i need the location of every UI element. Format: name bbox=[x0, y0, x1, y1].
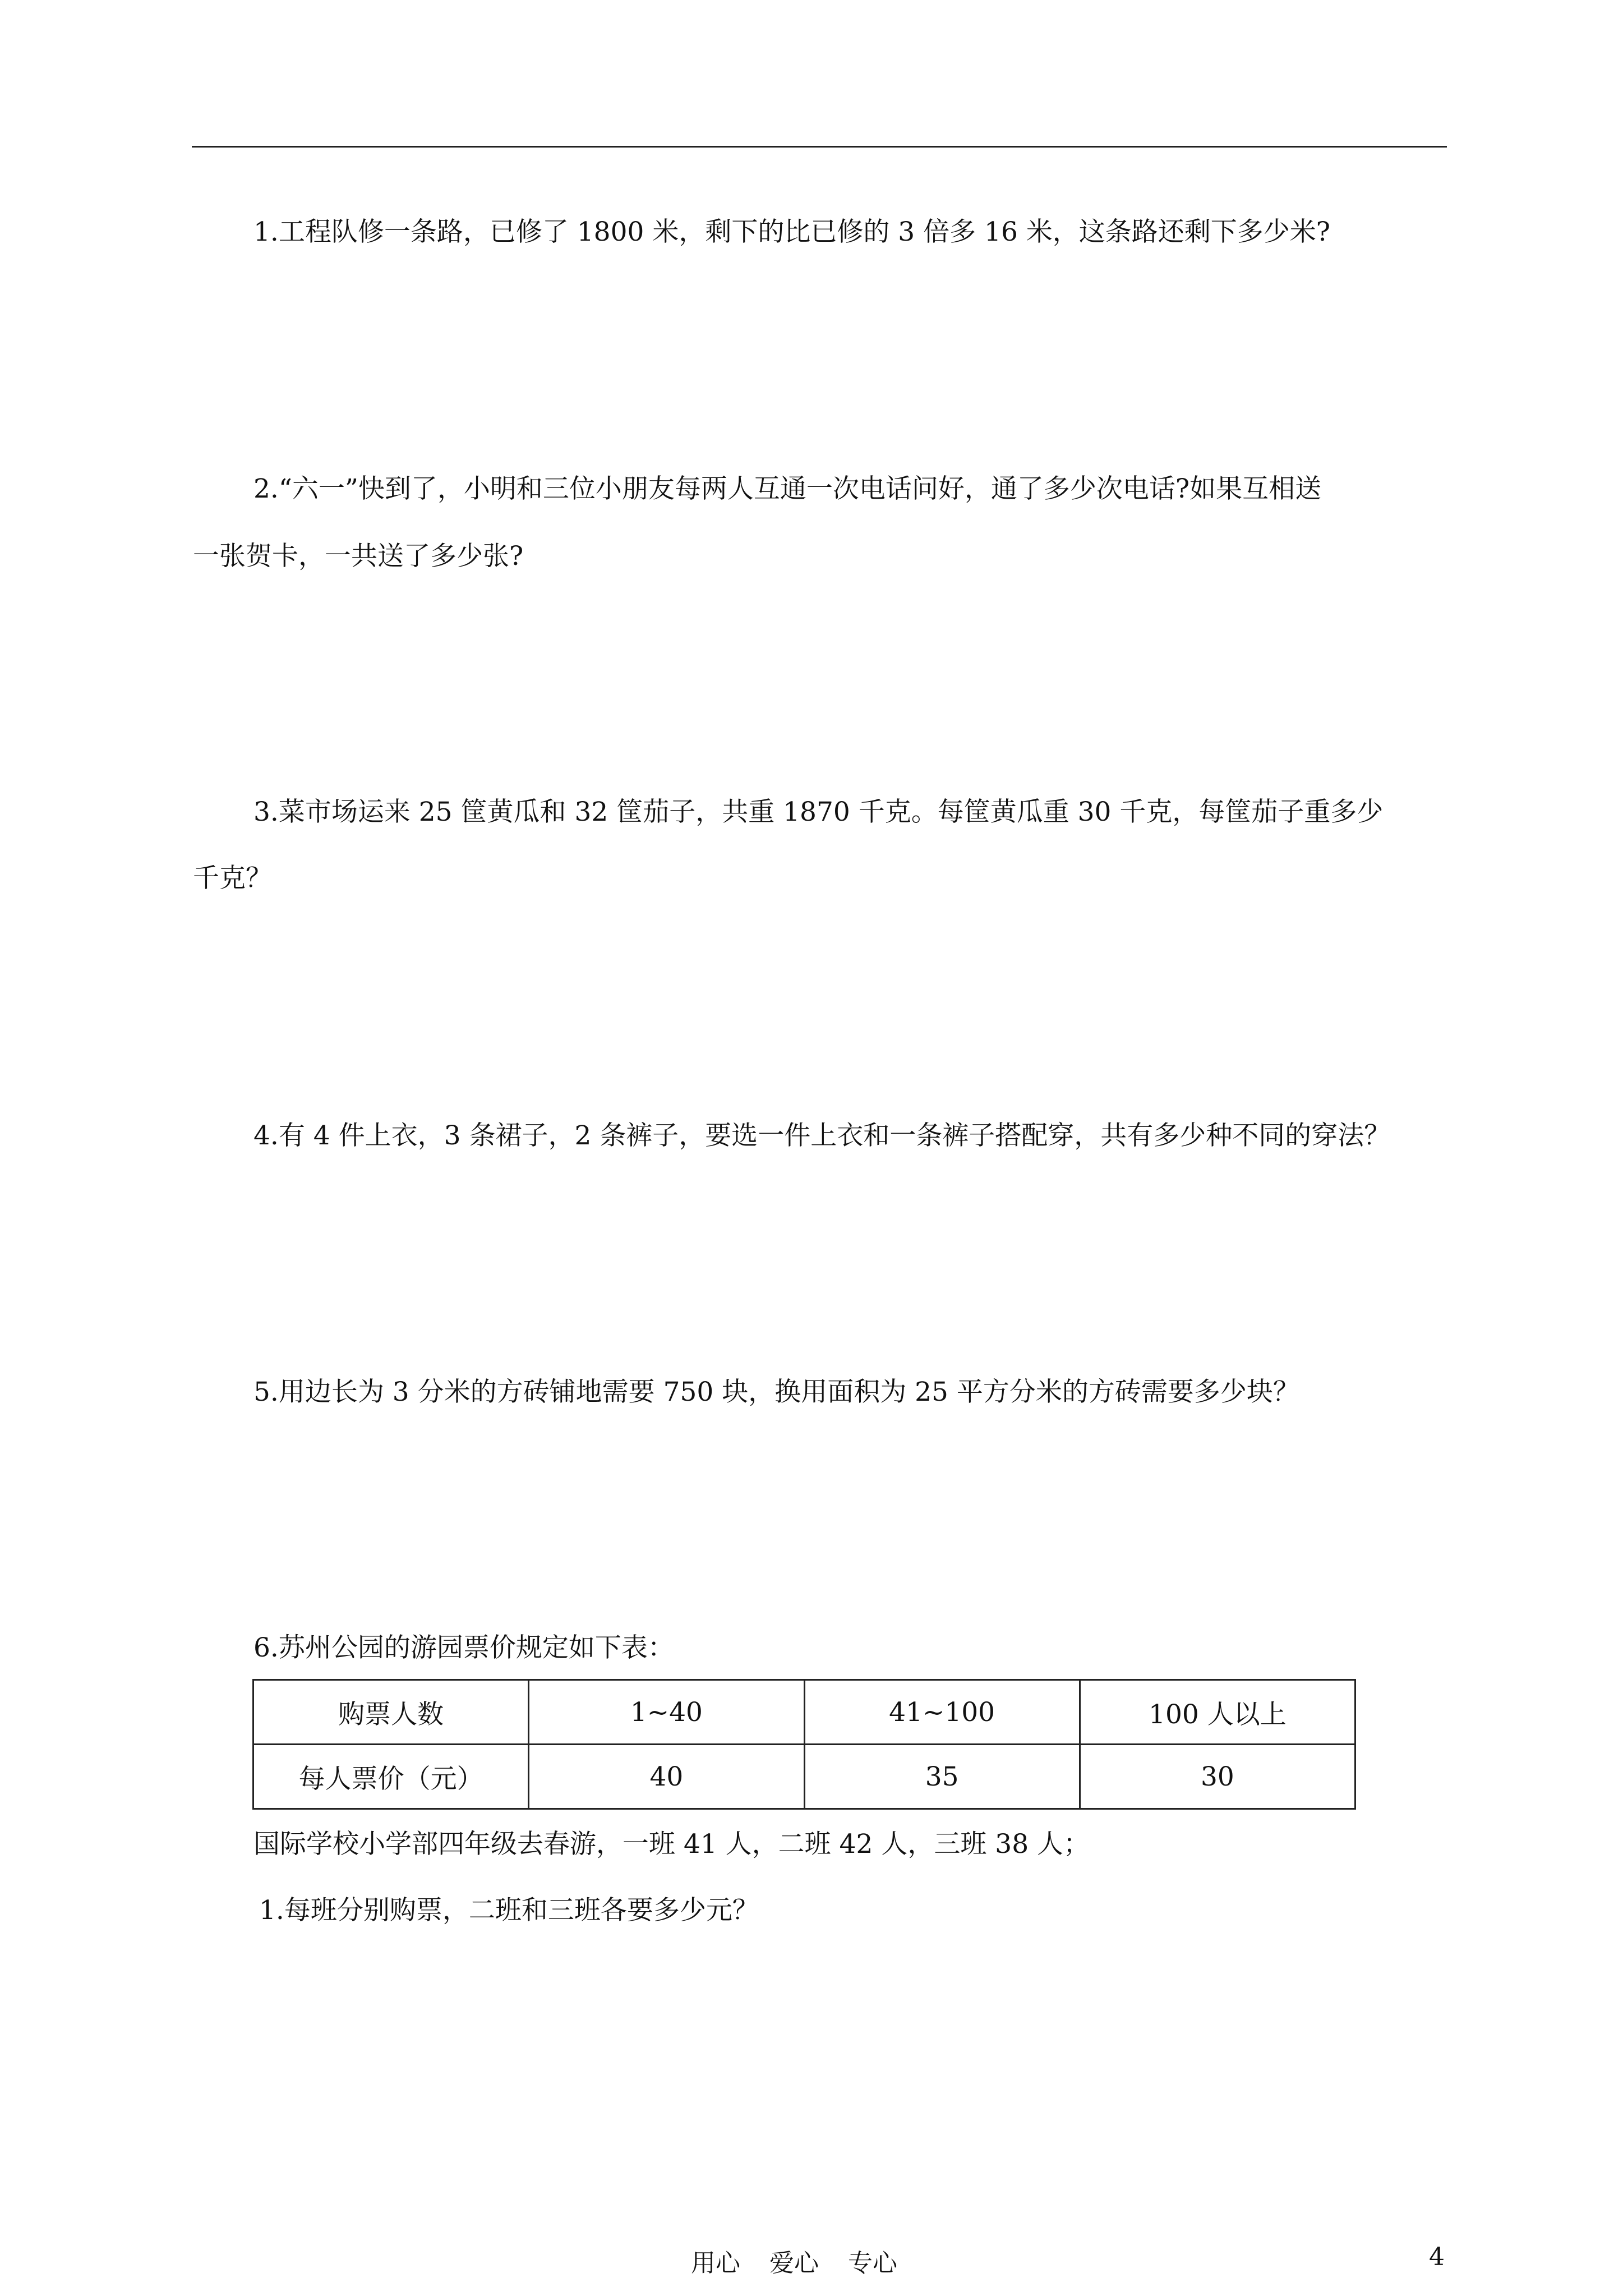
question-3-line-1: 3.菜市场运来 25 筐黄瓜和 32 筐茄子，共重 1870 千克。每筐黄瓜重 30 千克，每筐茄子重多少 bbox=[253, 797, 1384, 827]
header-rule bbox=[192, 146, 1447, 148]
question-6: 6.苏州公园的游园票价规定如下表： bbox=[253, 1632, 674, 1663]
question-2-line-1: 2.“六一”快到了，小明和三位小朋友每两人互通一次电话问好，通了多少次电话?如果互相送 bbox=[253, 473, 1322, 504]
sub-question-1: 1.每班分别购票，二班和三班各要多少元？ bbox=[259, 1895, 759, 1926]
question-4: 4.有 4 件上衣，3 条裙子，2 条裤子，要选一件上衣和一条裤子搭配穿，共有多少种不同的穿法？ bbox=[253, 1120, 1391, 1151]
footer-motto-word: 爱心 bbox=[769, 2249, 819, 2277]
page-number: 4 bbox=[1429, 2243, 1445, 2271]
footer-motto bbox=[691, 2243, 926, 2279]
class-info-note: 国际学校小学部四年级去春游，一班 41 人，二班 42 人，三班 38 人； bbox=[253, 1829, 1090, 1860]
table-cell: 购票人数 bbox=[253, 1680, 529, 1745]
footer-motto-word: 用心 bbox=[691, 2249, 740, 2277]
ticket-price-table bbox=[252, 1679, 1356, 1810]
table-cell: 30 bbox=[1080, 1745, 1355, 1809]
table-cell: 每人票价（元） bbox=[253, 1745, 529, 1809]
table-row bbox=[253, 1680, 1355, 1745]
question-2-line-2: 一张贺卡，一共送了多少张? bbox=[193, 541, 524, 572]
table-cell: 35 bbox=[804, 1745, 1080, 1809]
question-3-line-2: 千克？ bbox=[193, 863, 272, 894]
question-5: 5.用边长为 3 分米的方砖铺地需要 750 块，换用面积为 25 平方分米的方砖需要多少块？ bbox=[253, 1377, 1299, 1407]
table-cell: 41~100 bbox=[804, 1680, 1080, 1745]
table-cell: 40 bbox=[529, 1745, 804, 1809]
question-1: 1.工程队修一条路，已修了 1800 米，剩下的比已修的 3 倍多 16 米，这条路还剩下多少米? bbox=[253, 217, 1330, 247]
footer-motto-word: 专心 bbox=[848, 2249, 897, 2277]
table-cell: 100 人以上 bbox=[1080, 1680, 1355, 1745]
table-row bbox=[253, 1745, 1355, 1809]
table-cell: 1~40 bbox=[529, 1680, 804, 1745]
